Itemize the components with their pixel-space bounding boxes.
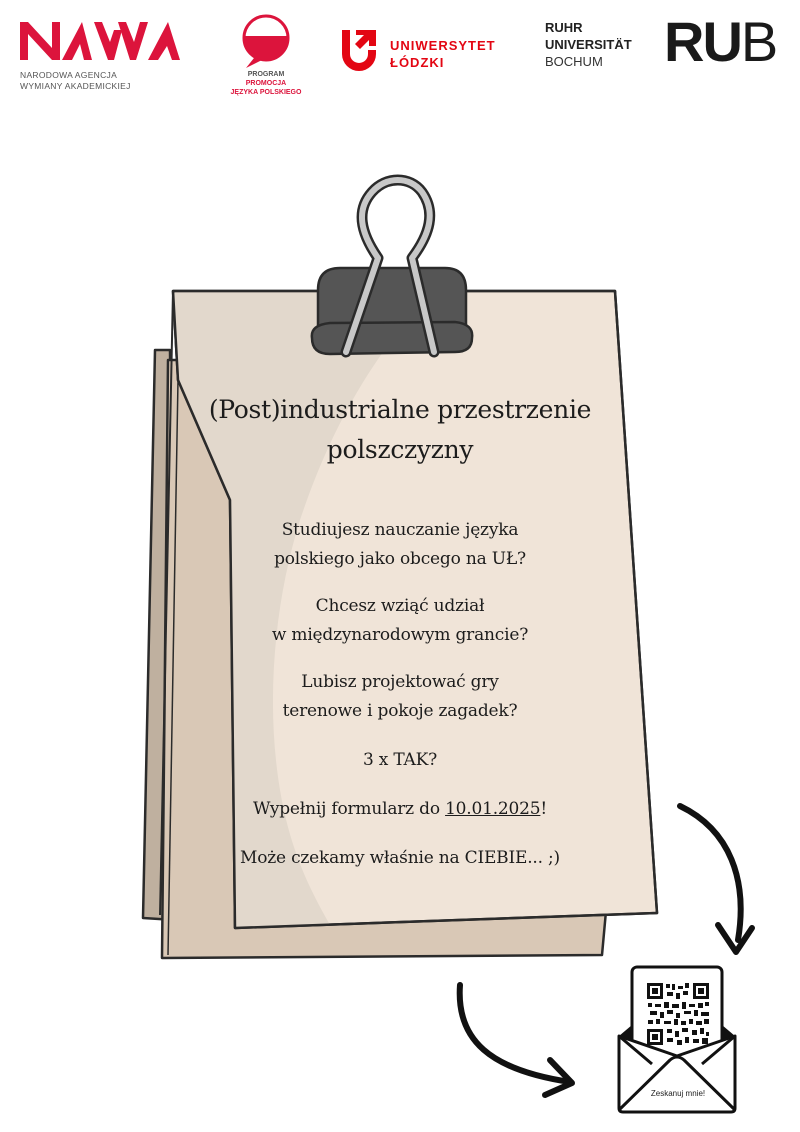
rub-line1: RUHR	[545, 20, 583, 35]
question-2	[160, 592, 640, 650]
question-1	[160, 516, 640, 574]
rub-mark-thin: B	[740, 10, 777, 73]
poster-title	[160, 390, 640, 470]
deadline-prefix: Wypełnij formularz do	[252, 799, 446, 819]
nawa-subtitle	[20, 70, 131, 92]
arrow-right-down-icon	[680, 806, 741, 940]
poster-title-line1: (Post)industrialne przestrzenie	[208, 395, 592, 424]
deadline-date: 10.01.2025	[445, 799, 541, 819]
closing-text: Może czekamy właśnie na CIEBIE... ;)	[240, 848, 560, 868]
rub-mark-bold: RU	[664, 10, 741, 73]
ul-logo-mark	[338, 26, 380, 78]
question-2-line2: w międzynarodowym grancie?	[271, 625, 529, 645]
ul-line1: UNIWERSYTET	[390, 38, 496, 53]
ul-logo-text	[390, 37, 496, 71]
ppjp-line1: PROGRAM	[247, 71, 285, 78]
rub-logo-mark	[664, 12, 776, 72]
ppjp-line3: JĘZYKA POLSKIEGO	[230, 89, 302, 96]
scan-me-label: Zeskanuj mnie!	[650, 1089, 706, 1098]
question-3	[160, 668, 640, 726]
poster-title-line2: polszczyzny	[326, 435, 474, 464]
rub-logo-text	[545, 19, 632, 70]
nawa-subtitle-line1: NARODOWA AGENCJA	[20, 70, 118, 80]
question-1-line1: Studiujesz nauczanie języka	[281, 520, 519, 540]
arrows-and-qr-envelope	[440, 790, 780, 1132]
question-2-line1: Chcesz wziąć udział	[315, 596, 485, 616]
ppjp-text	[222, 70, 310, 97]
question-1-line2: polskiego jako obcego na UŁ?	[274, 549, 526, 569]
ul-line2: ŁÓDZKI	[390, 55, 445, 70]
rub-line3: BOCHUM	[545, 54, 603, 69]
question-3-line2: terenowe i pokoje zagadek?	[282, 701, 518, 721]
nawa-subtitle-line2: WYMIANY AKADEMICKIEJ	[20, 81, 131, 91]
rub-line2: UNIVERSITÄT	[545, 37, 632, 52]
three-yes-text: 3 x TAK?	[362, 750, 438, 770]
question-3-line1: Lubisz projektować gry	[301, 672, 499, 692]
ppjp-line2: PROMOCJA	[245, 80, 287, 87]
deadline-suffix: !	[540, 799, 548, 819]
binder-clip-lip	[312, 322, 472, 354]
binder-clip-body	[318, 268, 466, 330]
